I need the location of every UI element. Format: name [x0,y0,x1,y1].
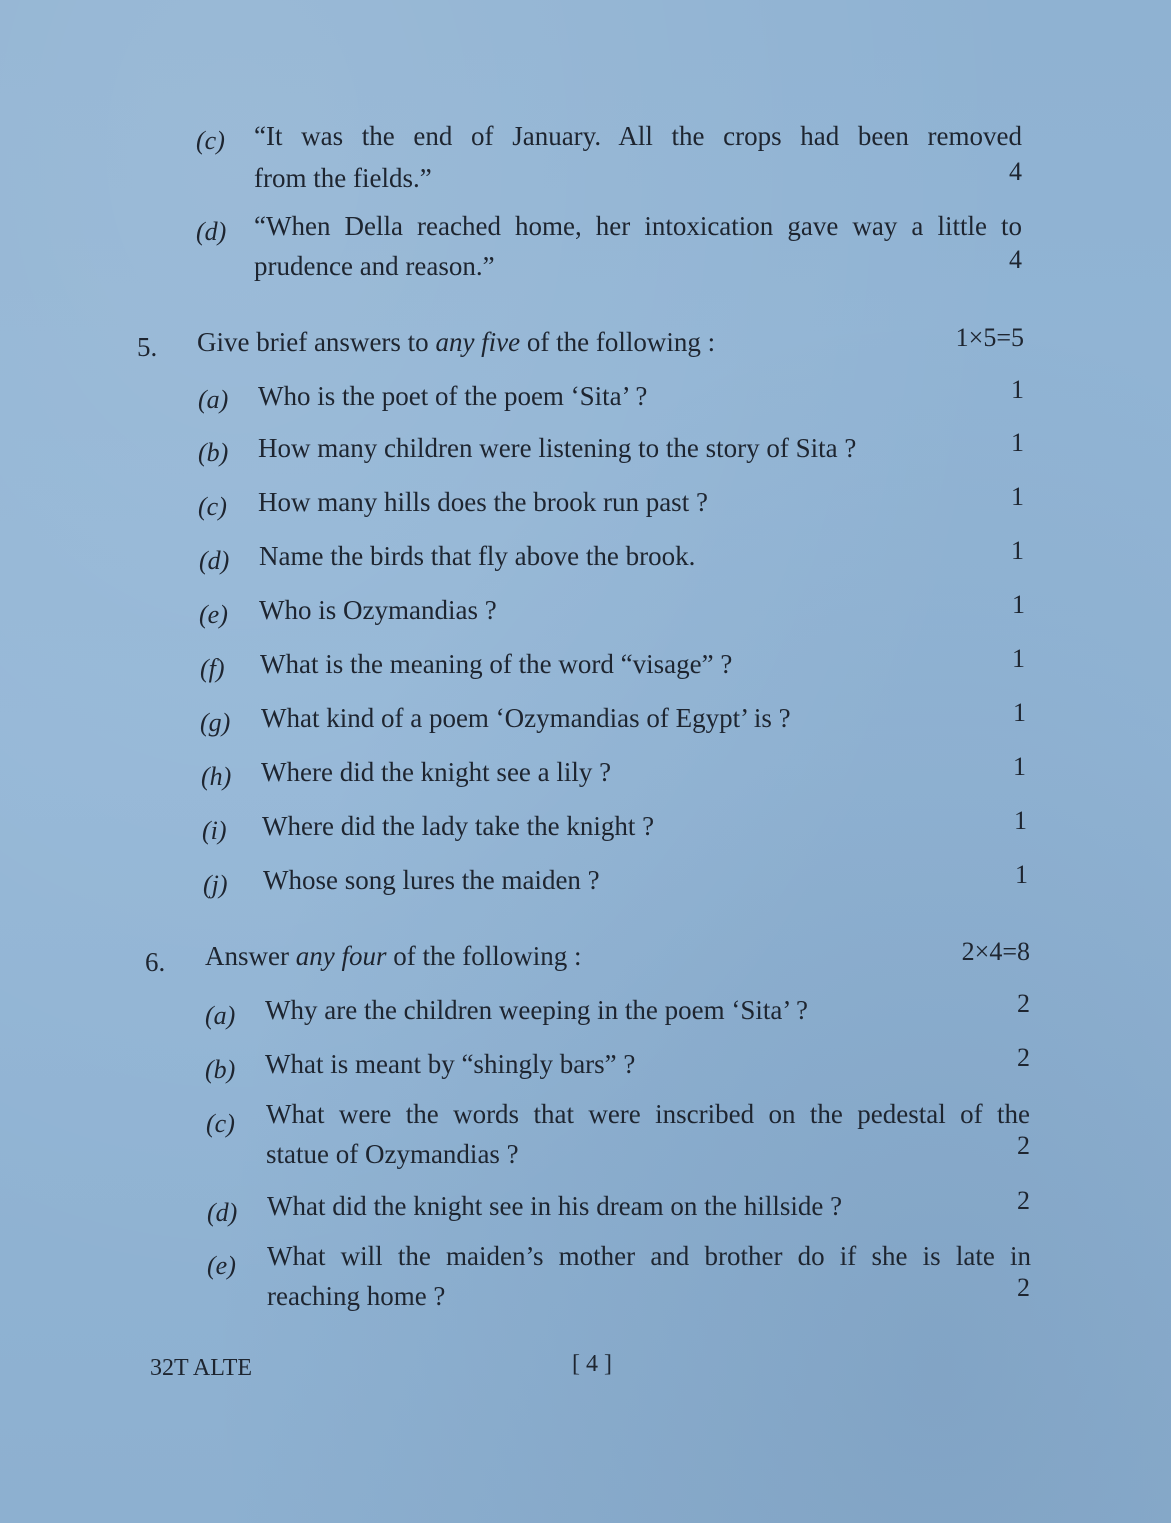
item-text-line1: “It was the end of January. All the crops had been removed [254,121,1022,151]
item-label: (d) [196,217,227,246]
question-marks: 1×5=5 [955,323,1024,352]
paper-code: 32T ALTE [150,1355,253,1381]
item-text-line1: “When Della reached home, her intoxication gave way a little to [254,211,1022,241]
question-marks: 2×4=8 [961,937,1030,966]
item-marks: 4 [1009,157,1022,186]
item-label: (c) [196,126,225,155]
item-text-line2: prudence and reason.” [254,251,495,281]
question-prompt: Give brief answers to any five of the following : [197,327,716,357]
question-prompt: Answer any four of the following : [205,941,582,971]
item-marks: 4 [1009,245,1022,274]
exam-page: (c) “It was the end of January. All the crops had been removed from the fields.” 4 (d) “When Della reached home, her intoxication gave way a little to prudence and reason.” 4 5. Give brief answers to any five of the following : 1×5=5 (a) Who is the poet of the poem ‘Sita’ ? 1 (b) How many children were listening to the story of Sita ? 1 (c) How many hills does the brook run past ? 1 (d) Name the birds that fly above the brook. 1 (e) Who is Ozymandias ? 1 (f) What is the meaning of the word “visage” ? 1 (g) What kind of a poem ‘Ozymandias of Egypt’ is ? 1 (h) Where did the knight see a lily ? 1 (i) Where did the lady take the knight ? 1 (j) Whose song lures the maiden ? 1 6. Answer any four of the following : 2×4=8 (a) Why are the children weeping in the poem ‘Sita’ ? 2 (b) What is meant by “shingly bars” ? 2 (c) What were the words that were inscribed on the pedestal of the statue of Ozymandias ? 2 (d) What did the knight see in his dream on the hillside ? 2 (e) What will the maiden’s mother and brother do if she is late in reaching home ? 2 32T ALTE [ 4 ] [0,0,1171,1523]
question-number: 5. [137,332,158,362]
question-number: 6. [145,947,166,977]
page-number: [ 4 ] [572,1351,612,1377]
item-text-line2: from the fields.” [254,163,432,193]
